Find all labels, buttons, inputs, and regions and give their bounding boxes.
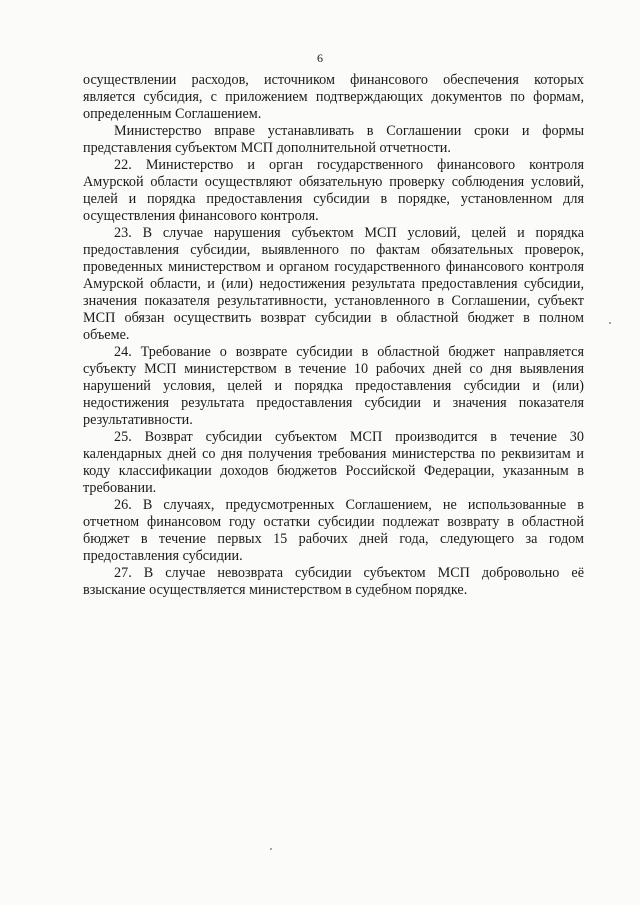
text-line: значения показателя результативности, установленного в Соглашении, субъект xyxy=(83,293,584,309)
scan-speck xyxy=(270,848,272,850)
paragraph-ministry-right xyxy=(83,123,584,157)
text-line: Амурской области осуществляют обязательную проверку соблюдения условий, xyxy=(83,174,584,190)
paragraph-item-26 xyxy=(83,497,584,565)
scan-speck xyxy=(609,322,611,324)
text-line: 23. В случае нарушения субъектом МСП условий, целей и порядка xyxy=(114,225,584,241)
paragraph-item-25 xyxy=(83,429,584,497)
text-line: 26. В случаях, предусмотренных Соглашением, не использованные в xyxy=(114,497,584,513)
text-line: требовании. xyxy=(83,480,157,496)
document-body xyxy=(83,72,584,599)
paragraph-continuation xyxy=(83,72,584,123)
paragraph-item-23 xyxy=(83,225,584,344)
text-line: результативности. xyxy=(83,412,193,428)
paragraph-item-24 xyxy=(83,344,584,429)
text-line: является субсидия, с приложением подтверждающих документов по формам, xyxy=(83,89,584,105)
text-line: осуществлении расходов, источником финансового обеспечения которых xyxy=(83,72,584,88)
text-line: МСП обязан осуществить возврат субсидии в областной бюджет в полном xyxy=(83,310,584,326)
paragraph-item-22 xyxy=(83,157,584,225)
text-line: осуществления финансового контроля. xyxy=(83,208,319,224)
paragraph-item-27 xyxy=(83,565,584,599)
text-line: объеме. xyxy=(83,327,130,343)
text-line: коду классификации доходов бюджетов Российской Федерации, указанным в xyxy=(83,463,584,479)
text-line: Амурской области, и (или) недостижения результата предоставления субсидии, xyxy=(83,276,584,292)
text-line: Министерство вправе устанавливать в Соглашении сроки и формы xyxy=(114,123,584,139)
text-line: недостижения результата предоставления субсидии и значения показателя xyxy=(83,395,584,411)
text-line: 25. Возврат субсидии субъектом МСП производится в течение 30 xyxy=(114,429,584,445)
text-line: 27. В случае невозврата субсидии субъектом МСП добровольно её xyxy=(114,565,584,581)
text-line: 22. Министерство и орган государственного финансового контроля xyxy=(114,157,584,173)
text-line: взыскание осуществляется министерством в судебном порядке. xyxy=(83,582,468,598)
text-line: проведенных министерством и органом государственного финансового контроля xyxy=(83,259,584,275)
text-line: бюджет в течение первых 15 рабочих дней года, следующего за годом xyxy=(83,531,584,547)
text-line: субъекту МСП министерством в течение 10 рабочих дней со дня выявления xyxy=(83,361,584,377)
text-line: предоставления субсидии. xyxy=(83,548,243,564)
text-line: определенным Соглашением. xyxy=(83,106,262,122)
text-line: нарушений условия, целей и порядка предоставления субсидии и (или) xyxy=(83,378,584,394)
text-line: представления субъектом МСП дополнительной отчетности. xyxy=(83,140,451,156)
text-line: предоставления субсидии, выявленного по фактам обязательных проверок, xyxy=(83,242,584,258)
page-number: 6 xyxy=(317,51,323,65)
text-line: отчетном финансовом году остатки субсидии подлежат возврату в областной xyxy=(83,514,584,530)
text-line: 24. Требование о возврате субсидии в областной бюджет направляется xyxy=(114,344,584,360)
text-line: целей и порядка предоставления субсидии в порядке, установленном для xyxy=(83,191,584,207)
text-line: календарных дней со дня получения требования министерства по реквизитам и xyxy=(83,446,584,462)
